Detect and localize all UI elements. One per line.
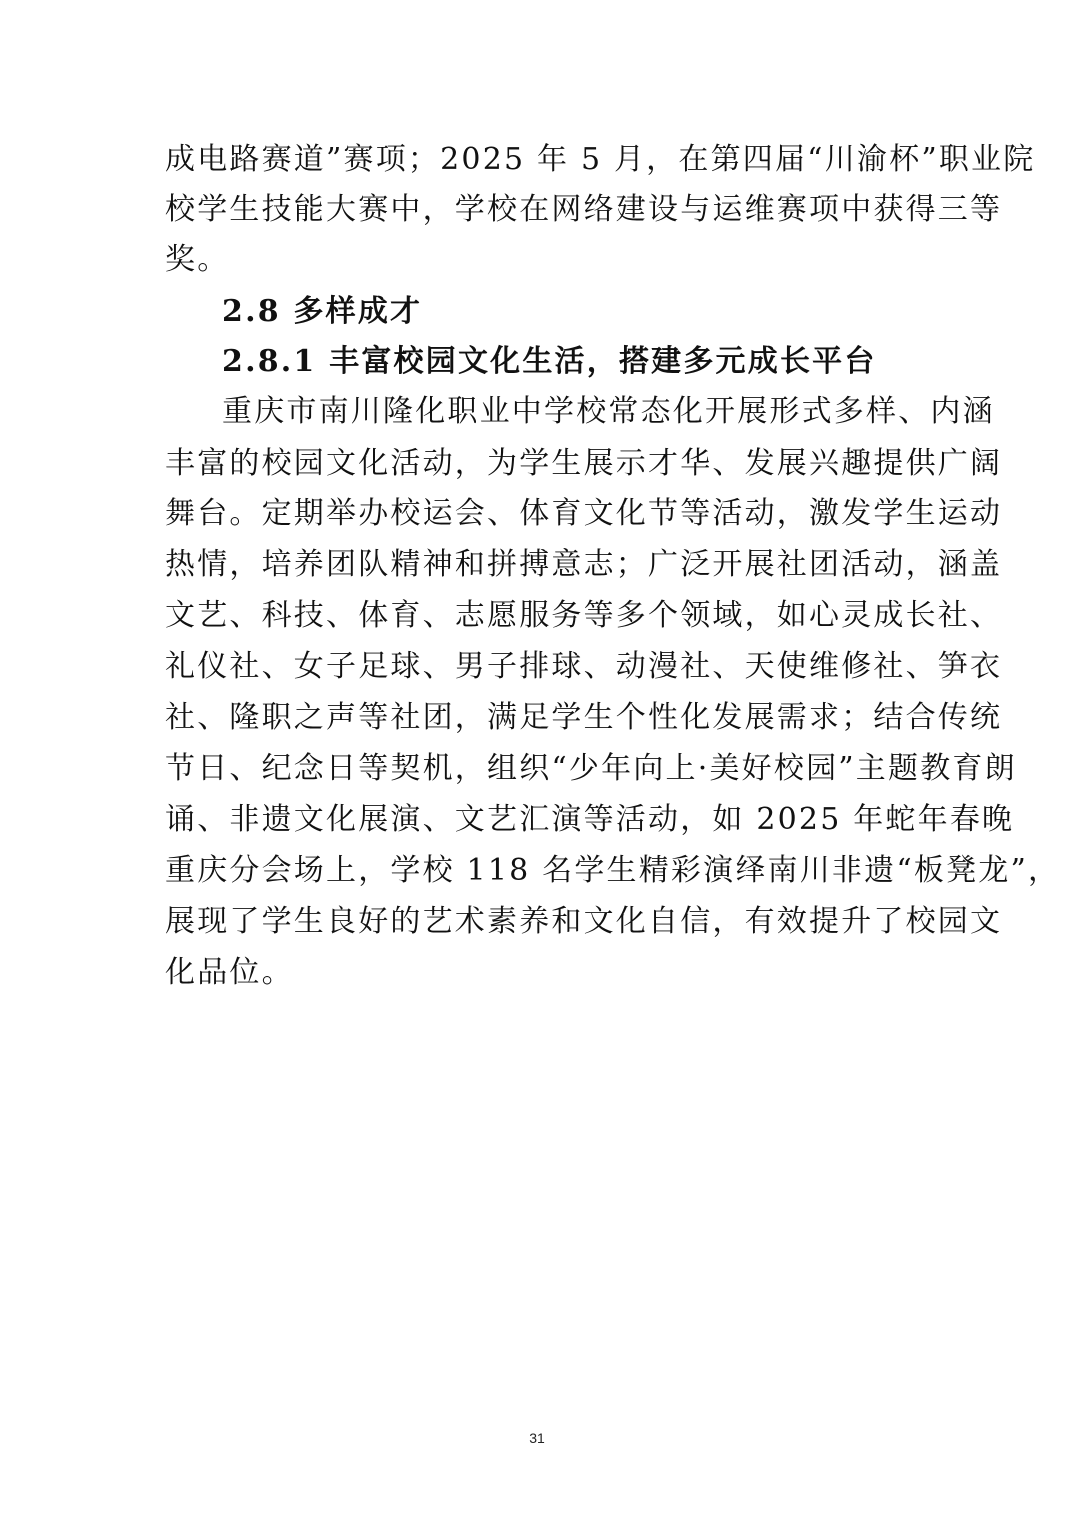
paragraph-line-2: 丰富的校园文化活动，为学生展示才华、发展兴趣提供广阔 bbox=[165, 446, 1003, 481]
paragraph-line-8: 节日、纪念日等契机，组织“少年向上·美好校园”主题教育朗 bbox=[165, 751, 1017, 786]
paragraph-line-11: 展现了学生良好的艺术素养和文化自信，有效提升了校园文 bbox=[165, 904, 1003, 939]
section-heading: 2.8 多样成才 bbox=[222, 294, 423, 329]
intro-line-3: 奖。 bbox=[165, 242, 230, 277]
paragraph-line-5: 文艺、科技、体育、志愿服务等多个领域，如心灵成长社、 bbox=[165, 598, 1003, 633]
paragraph-line-10: 重庆分会场上，学校 118 名学生精彩演绎南川非遗“板凳龙”， bbox=[165, 853, 1061, 888]
paragraph-line-12: 化品位。 bbox=[165, 955, 294, 990]
intro-line-1: 成电路赛道”赛项；2025 年 5 月，在第四届“川渝杯”职业院 bbox=[165, 142, 1036, 177]
paragraph-line-1: 重庆市南川隆化职业中学校常态化开展形式多样、内涵 bbox=[222, 394, 995, 429]
paragraph-line-9: 诵、非遗文化展演、文艺汇演等活动，如 2025 年蛇年春晚 bbox=[165, 802, 1015, 837]
paragraph-line-7: 社、隆职之声等社团，满足学生个性化发展需求；结合传统 bbox=[165, 700, 1003, 735]
page-number: 31 bbox=[529, 1430, 545, 1446]
subsection-heading: 2.8.1 丰富校园文化生活，搭建多元成长平台 bbox=[222, 344, 877, 379]
paragraph-line-4: 热情，培养团队精神和拼搏意志；广泛开展社团活动，涵盖 bbox=[165, 547, 1003, 582]
paragraph-line-6: 礼仪社、女子足球、男子排球、动漫社、天使维修社、笋衣 bbox=[165, 649, 1003, 684]
intro-line-2: 校学生技能大赛中，学校在网络建设与运维赛项中获得三等 bbox=[165, 192, 1003, 227]
paragraph-line-3: 舞台。定期举办校运会、体育文化节等活动，激发学生运动 bbox=[165, 496, 1003, 531]
